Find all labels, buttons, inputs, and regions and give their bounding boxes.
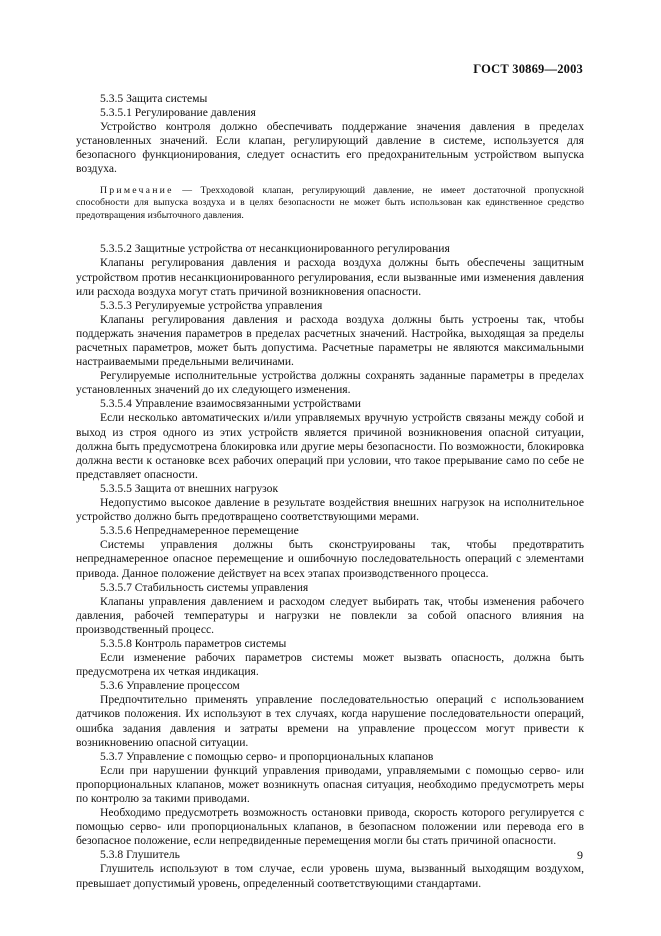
section-heading: 5.3.5.1 Регулирование давления	[100, 106, 256, 120]
body-paragraph: Клапаны регулирования давления и расхода воздуха должны быть обеспечены защитным устройством против несанкционированного регулирования, если вызванные ими изменения давления или расхода воздуха могут стать причиной возникновения опасности.	[76, 256, 584, 298]
body-paragraph: Клапаны управления давлением и расходом следует выбирать так, чтобы изменения рабочего давления, рабочей температуры и нагрузки не повлекли за собой опасного влияния на производственный процесс.	[76, 594, 584, 636]
page-number: 9	[577, 848, 583, 862]
body-paragraph: Глушитель используют в том случае, если уровень шума, вызванный выходящим воздухом, превышает допустимый уровень, определенный соответствующими стандартами.	[76, 862, 584, 890]
section-heading: 5.3.8 Глушитель	[100, 848, 180, 862]
section-heading: 5.3.5.6 Непреднамеренное перемещение	[100, 524, 299, 538]
section-heading: 5.3.5.7 Стабильность системы управления	[100, 580, 309, 594]
body-paragraph: Устройство контроля должно обеспечивать поддержание значения давления в пределах установленных значений. Если клапан, регулирующий давление в системе, используется для безопасного функционирования, следует оснастить его предохранительным устройством выпуска воздуха.	[76, 120, 584, 176]
section-heading: 5.3.5.5 Защита от внешних нагрузок	[100, 481, 279, 495]
document-header: ГОСТ 30869—2003	[473, 62, 583, 76]
section-heading: 5.3.5.4 Управление взаимосвязанными устройствами	[100, 397, 361, 411]
section-heading: 5.3.5.3 Регулируемые устройства управления	[100, 298, 323, 312]
body-paragraph: Клапаны регулирования давления и расхода воздуха должны быть устроены так, чтобы поддержать значения параметров в пределах расчетных значений. Настройка, выходящая за пределы расчетных параметров, может быть допустима. Расчетные параметры не являются максимальными настраиваемыми предельными величинами.	[76, 312, 584, 369]
body-paragraph: Предпочтительно применять управление последовательностью операций с использованием датчиков положения. Их используют в тех случаях, когда нарушение последовательности операций, ошибка задания давления и затраты времени на управление процессом могут привести к возникновению опасной ситуации.	[76, 693, 584, 749]
section-heading: 5.3.6 Управление процессом	[100, 679, 240, 693]
section-heading: 5.3.5.2 Защитные устройства от несанкционированного регулирования	[100, 242, 450, 256]
body-paragraph: Необходимо предусмотреть возможность остановки привода, скорость которого регулируется с помощью серво- или пропорциональных клапанов, в безопасном положении или перевода его в безопасное положение, если непредвиденные перемещения могли бы стать причиной опасности.	[76, 806, 584, 848]
note-label: Примечание	[100, 184, 174, 196]
section-heading: 5.3.7 Управление с помощью серво- и пропорциональных клапанов	[100, 749, 434, 763]
body-paragraph: Системы управления должны быть сконструированы так, чтобы предотвратить непреднамеренное опасное перемещение и ошибочную последовательность операций с элементами привода. Данное положение действует на всех этапах производственного процесса.	[76, 538, 584, 580]
document-body	[76, 92, 584, 891]
note-paragraph	[76, 185, 584, 223]
body-paragraph: Если при нарушении функций управления приводами, управляемыми с помощью серво- или пропорциональных клапанов, может возникнуть опасная ситуация, необходимо предусмотреть меры по контролю за такими приводами.	[76, 763, 584, 805]
body-paragraph: Недопустимо высокое давление в результате воздействия внешних нагрузок на исполнительное устройство должно быть предотвращено соответствующими мерами.	[76, 496, 584, 524]
section-heading: 5.3.5.8 Контроль параметров системы	[100, 636, 287, 650]
body-paragraph: Если несколько автоматических и/или управляемых вручную устройств связаны между собой и выход из строя одного из этих устройств является причиной возникновения опасной ситуации, должна быть предусмотрена блокировка или другие меры безопасности. По возможности, блокировка должна вести к остановке всех рабочих операций при условии, что такое прерывание само по себе не представляет опасности.	[76, 411, 584, 481]
body-paragraph: Регулируемые исполнительные устройства должны сохранять заданные параметры в пределах установленных значений до их следующего изменения.	[76, 369, 584, 397]
body-paragraph: Если изменение рабочих параметров системы может вызвать опасность, должна быть предусмотрена их четкая индикация.	[76, 651, 584, 679]
note-text: — Трехходовой клапан, регулирующий давление, не имеет достаточной пропускной способности для выпуска воздуха и в целях безопасности не может быть использован как единственное средство предотвращения избыточного давления.	[76, 184, 584, 221]
section-heading: 5.3.5 Защита системы	[100, 92, 208, 105]
